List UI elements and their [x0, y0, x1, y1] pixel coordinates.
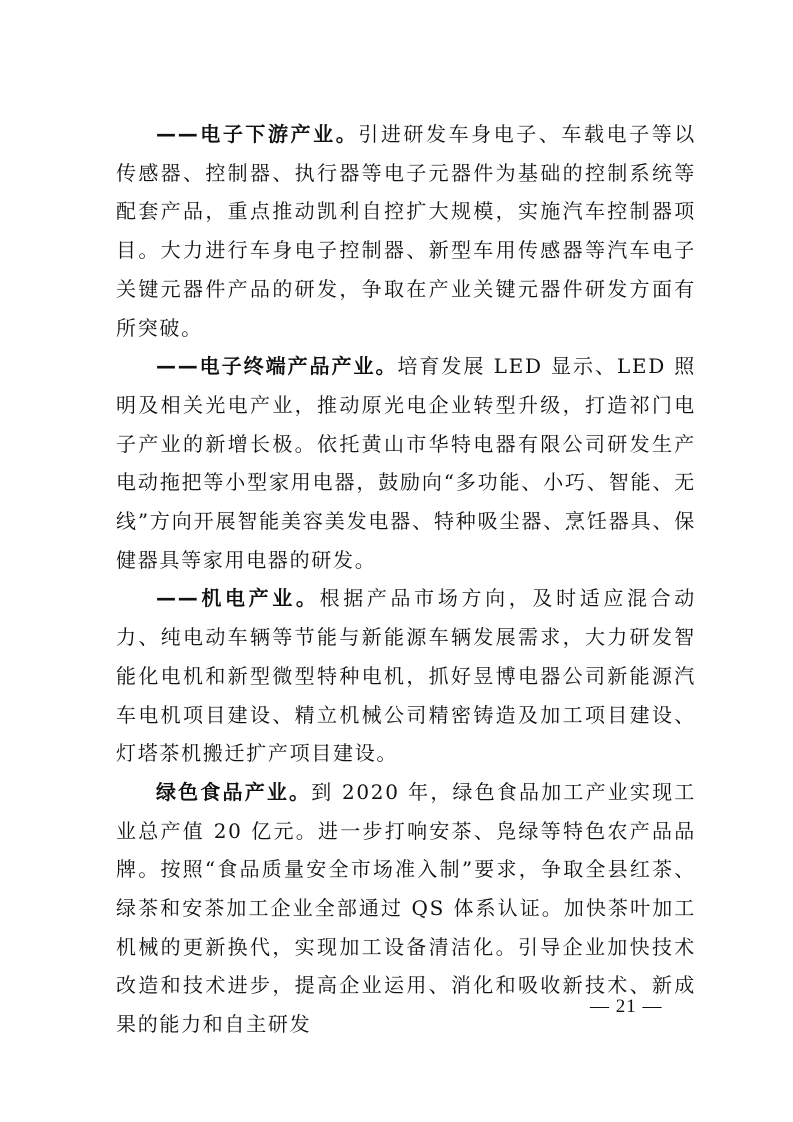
- paragraph-electronics-terminal: [116, 347, 696, 579]
- heading-green-food: 绿色食品产业。: [156, 779, 312, 804]
- text-green-food: 到 2020 年，绿色食品加工产业实现工业总产值 20 亿元。进一步打响安茶、凫绿等特色农产品品牌。按照“食品质量安全市场准入制”要求，争取全县红茶、绿茶和安茶加工企业全部通过 QS 体系认证。加快茶叶加工机械的更新换代，实现加工设备清洁化。引导企业加快技术改造和技术进步，提高企业运用、消化和吸收新技术、新成果的能力和自主研发: [116, 779, 696, 1037]
- heading-electronics-terminal: ——电子终端产品产业。: [156, 354, 398, 379]
- text-electromechanical: 根据产品市场方向，及时适应混合动力、纯电动车辆等节能与新能源车辆发展需求，大力研发智能化电机和新型微型特种电机，抓好昱博电器公司新能源汽车电机项目建设、精立机械公司精密铸造及加工项目建设、灯塔茶机搬迁扩产项目建设。: [116, 586, 697, 766]
- heading-electromechanical: ——机电产业。: [156, 586, 320, 611]
- text-electronics-downstream: 引进研发车身电子、车载电子等以传感器、控制器、执行器等电子元器件为基础的控制系统等配套产品，重点推动凯利自控扩大规模，实施汽车控制器项目。大力进行车身电子控制器、新型车用传感器等汽车电子关键元器件产品的研发，争取在产业关键元器件研发方面有所突破。: [116, 122, 696, 340]
- text-electronics-terminal: 培育发展 LED 显示、LED 照明及相关光电产业，推动原光电企业转型升级，打造祁门电子产业的新增长极。依托黄山市华特电器有限公司研发生产电动拖把等小型家用电器，鼓励向“多功能、小巧、智能、无线”方向开展智能美容美发电器、特种吸尘器、烹饪器具、保健器具等家用电器的研发。: [116, 354, 696, 572]
- heading-electronics-downstream: ——电子下游产业。: [156, 122, 359, 146]
- paragraph-electronics-downstream: [116, 115, 696, 347]
- page-number: — 21 —: [590, 996, 663, 1017]
- body-text: [116, 115, 696, 1044]
- paragraph-electromechanical: [116, 579, 696, 773]
